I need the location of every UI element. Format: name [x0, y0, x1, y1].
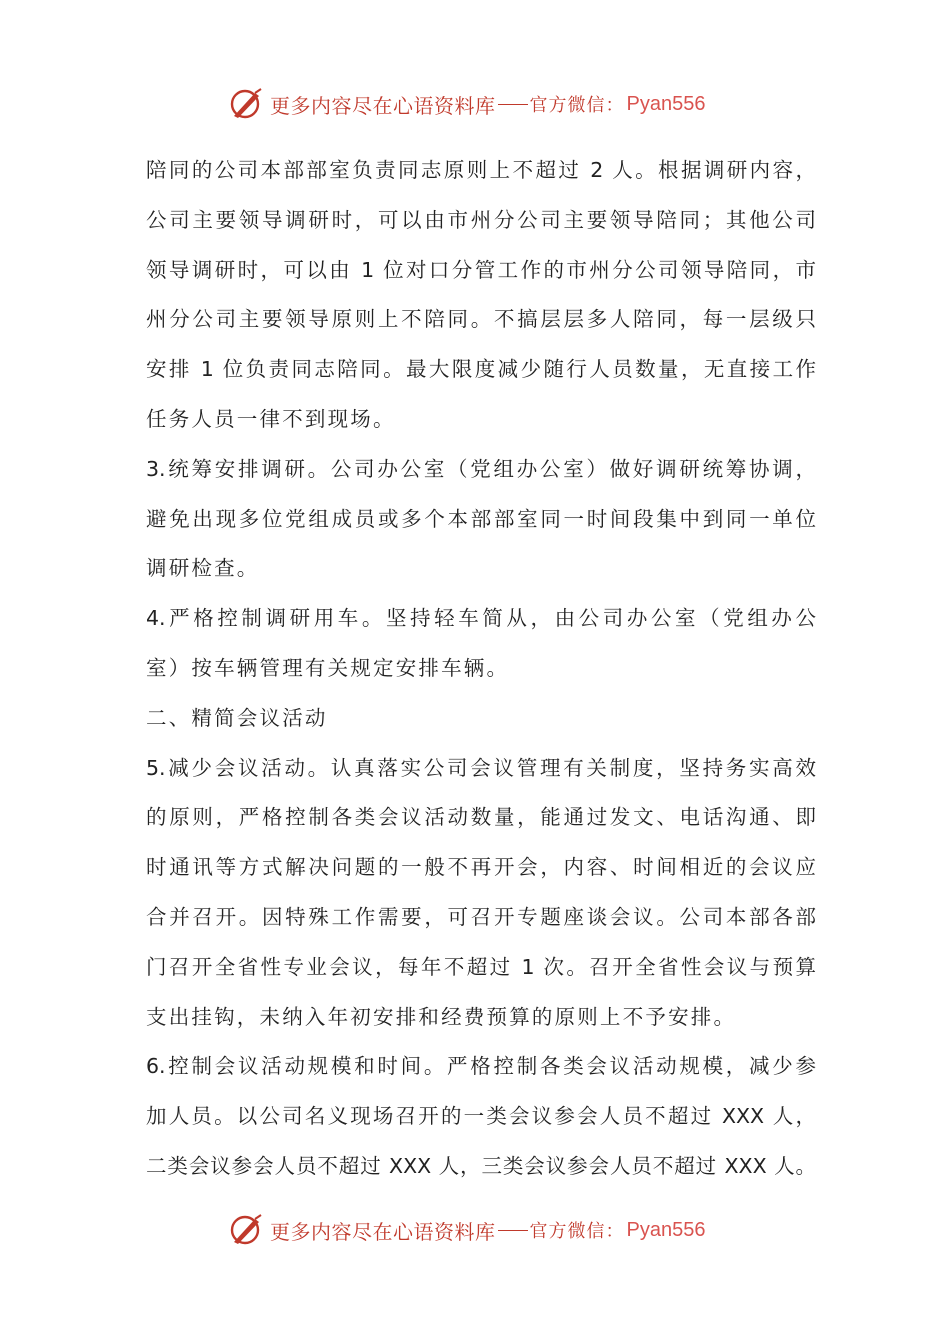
header-banner: [228, 84, 748, 124]
body-line: 时通讯等方式解决问题的一般不再开会，内容、时间相近的会议应: [146, 855, 816, 880]
body-line: 安排 1 位负责同志陪同。最大限度减少随行人员数量，无直接工作: [146, 357, 816, 382]
body-line: 领导调研时，可以由 1 位对口分管工作的市州分公司领导陪同，市: [146, 257, 816, 282]
body-line: 公司主要领导调研时，可以由市州分公司主要领导陪同；其他公司: [146, 207, 816, 232]
quill-logo-icon: [228, 86, 264, 122]
body-line: 二类会议参会人员不超过 XXX 人，三类会议参会人员不超过 XXX 人。: [146, 1153, 816, 1178]
body-line: 室）按车辆管理有关规定安排车辆。: [146, 655, 510, 680]
banner-title: 更多内容尽在心语资料库: [270, 1219, 496, 1244]
body-line: 加人员。以公司名义现场召开的一类会议参会人员不超过 XXX 人，: [146, 1104, 816, 1129]
body-line: 门召开全省性专业会议，每年不超过 1 次。召开全省性会议与预算: [146, 954, 816, 979]
body-line: 避免出现多位党组成员或多个本部部室同一时间段集中到同一单位: [146, 506, 816, 531]
body-line: 6.控制会议活动规模和时间。严格控制各类会议活动规模，减少参: [146, 1054, 816, 1079]
banner-handle: Pyan556: [626, 92, 706, 115]
banner-title: 更多内容尽在心语资料库: [270, 93, 496, 118]
banner-dash: [498, 104, 528, 105]
body-line: 4.严格控制调研用车。坚持轻车简从，由公司办公室（党组办公: [146, 606, 816, 631]
body-line: 合并召开。因特殊工作需要，可召开专题座谈会议。公司本部各部: [146, 904, 816, 929]
banner-handle: Pyan556: [626, 1218, 706, 1241]
document-body: [146, 146, 816, 1192]
body-line: 的原则，严格控制各类会议活动数量，能通过发文、电话沟通、即: [146, 805, 816, 830]
body-line: 调研检查。: [146, 556, 260, 581]
banner-dash: [498, 1230, 528, 1231]
body-line: 支出挂钩，未纳入年初安排和经费预算的原则上不予安排。: [146, 1004, 737, 1029]
banner-subtitle: 官方微信：: [529, 95, 625, 116]
quill-logo-icon: [228, 1212, 264, 1248]
body-line: 5.减少会议活动。认真落实公司会议管理有关制度，坚持务实高效: [146, 755, 816, 780]
footer-banner: [228, 1210, 748, 1250]
body-line: 陪同的公司本部部室负责同志原则上不超过 2 人。根据调研内容，: [146, 158, 816, 182]
banner-subtitle: 官方微信：: [529, 1221, 625, 1242]
body-line: 3.统筹安排调研。公司办公室（党组办公室）做好调研统筹协调，: [146, 456, 816, 481]
body-line: 州分公司主要领导原则上不陪同。不搞层层多人陪同，每一层级只: [146, 307, 816, 332]
section-heading: 二、精简会议活动: [146, 705, 328, 730]
body-line: 任务人员一律不到现场。: [146, 406, 396, 431]
